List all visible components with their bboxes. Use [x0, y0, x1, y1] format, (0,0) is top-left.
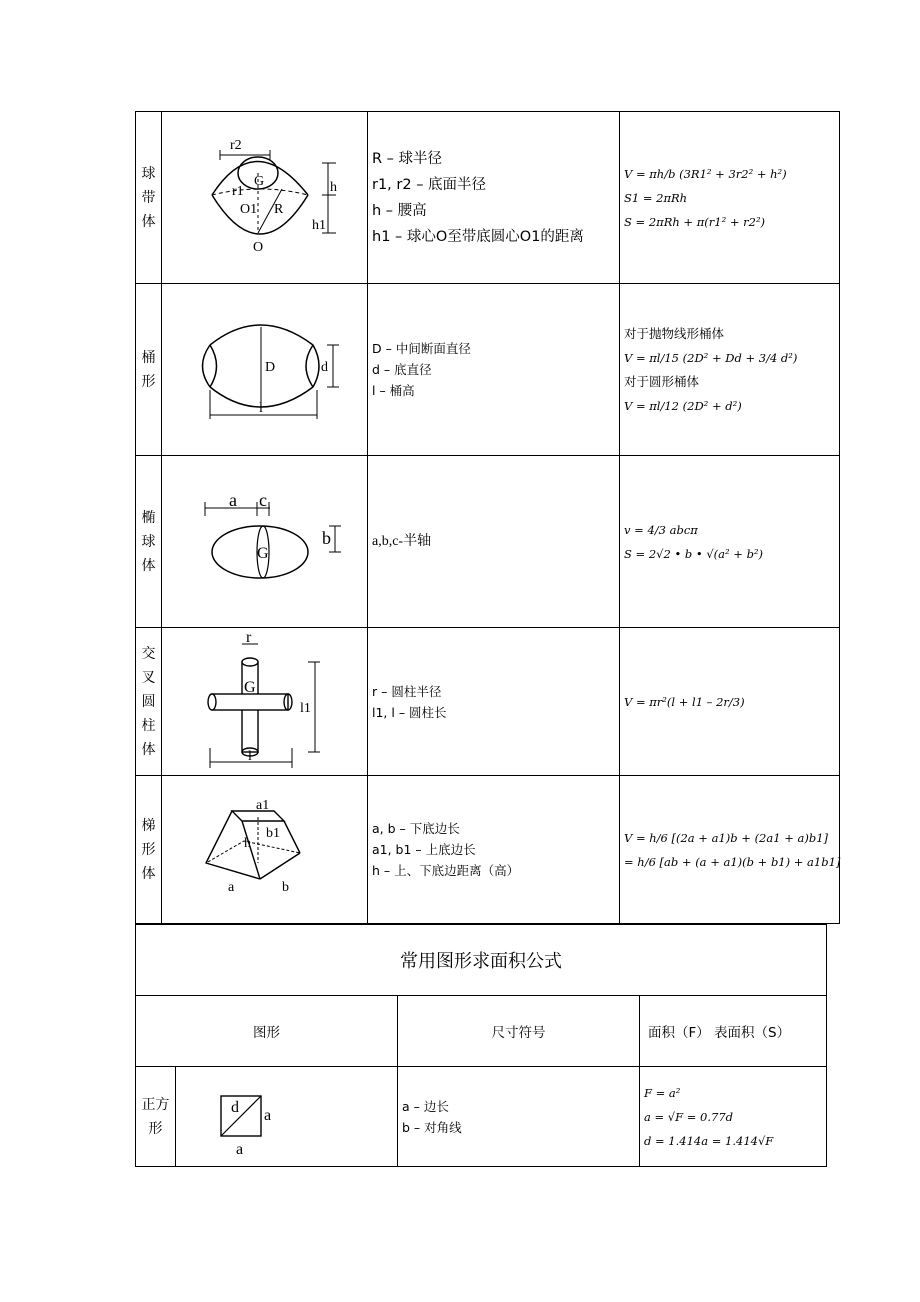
formula-line: S1 = 2πRh: [624, 190, 688, 205]
symbols-cell: [368, 284, 620, 456]
formula-line: V = h/6 [(2a + a1)b + (2a1 + a)b1]: [624, 830, 828, 845]
label-a-bottom: a: [236, 1140, 244, 1158]
table-row: [136, 456, 840, 628]
formula-line: 对于抛物线形桶体: [624, 325, 725, 341]
symbol-line: h – 腰高: [372, 202, 427, 219]
formula-line: S = 2πRh + π(r1² + r2²): [624, 214, 766, 229]
label-l: l: [258, 400, 263, 416]
formula-line: V = πl/12 (2D² + d²): [624, 398, 742, 413]
formula-line: 对于圆形桶体: [624, 373, 700, 389]
symbol-line: a – 边长: [402, 1098, 449, 1114]
symbol-line: D – 中间断面直径: [372, 341, 471, 356]
label-a-right: a: [264, 1106, 272, 1124]
label-r2: r2: [229, 137, 242, 153]
symbols-cell: [368, 776, 620, 924]
formula-line: v = 4/3 abcπ: [624, 522, 698, 537]
header-symbols: 尺寸符号: [398, 996, 640, 1067]
solid-volume-table: [135, 111, 840, 924]
shape-name: 椭球体: [136, 456, 162, 628]
label-d: d: [231, 1098, 239, 1116]
symbols-cell: [368, 456, 620, 628]
symbol-line: h – 上、下底边距离（高）: [372, 863, 520, 878]
symbols-cell: [398, 1067, 640, 1167]
label-h1: h1: [311, 217, 326, 233]
shape-name: 交叉圆柱体: [136, 628, 162, 776]
formula-line: a = √F = 0.77d: [644, 1109, 734, 1124]
symbol-line: l1, l – 圆柱长: [372, 704, 447, 720]
formula-cell: [620, 112, 840, 284]
symbol-line: a,b,c-半轴: [372, 534, 432, 549]
label-h: h: [243, 835, 251, 851]
label-b1: b1: [265, 825, 280, 841]
symbol-line: r1, r2 – 底面半径: [372, 176, 487, 193]
table-row: [136, 628, 840, 776]
label-o1: O1: [239, 201, 257, 217]
table-title-row: [136, 925, 827, 996]
label-b: b: [321, 527, 331, 548]
label-b: b: [281, 879, 289, 895]
figure-frustum: [162, 776, 368, 924]
symbol-line: h1 – 球心O至带底圆心O1的距离: [372, 228, 584, 245]
label-l1: l1: [299, 700, 311, 716]
table-row: [136, 1067, 827, 1167]
area-formula-table: [135, 924, 827, 1167]
label-D: D: [264, 359, 275, 375]
formula-cell: [620, 456, 840, 628]
label-h: h: [329, 179, 337, 195]
formula-line: V = πh/b (3R1² + 3r2² + h²): [624, 166, 787, 181]
figure-ellipsoid: [162, 456, 368, 628]
label-r1: r1: [231, 183, 244, 199]
label-o: O: [252, 239, 263, 255]
symbol-line: d – 底直径: [372, 362, 432, 377]
label-g: G: [253, 173, 264, 189]
label-a: a: [227, 879, 234, 895]
symbol-line: l – 桶高: [372, 383, 415, 398]
table-row: [136, 284, 840, 456]
symbol-line: a, b – 下底边长: [372, 821, 460, 836]
figure-spherical-zone: [162, 112, 368, 284]
label-c: c: [258, 491, 267, 510]
label-a1: a1: [255, 797, 269, 813]
shape-name: 桶形: [136, 284, 162, 456]
formula-line: = h/6 [ab + (a + a1)(b + b1) + a1b1]: [624, 854, 841, 869]
symbols-cell: [368, 628, 620, 776]
table-row: [136, 112, 840, 284]
formula-line: S = 2√2 • b • √(a² + b²): [624, 546, 764, 561]
label-l: l: [247, 748, 252, 764]
symbols-cell: [368, 112, 620, 284]
formula-cell: [620, 284, 840, 456]
symbol-line: b – 对角线: [402, 1119, 462, 1135]
table-header-row: [136, 996, 827, 1067]
shape-name: 梯形体: [136, 776, 162, 924]
symbol-line: r – 圆柱半径: [372, 683, 442, 699]
header-shape: 图形: [136, 996, 398, 1067]
label-a: a: [228, 491, 237, 510]
formula-line: d = 1.414a = 1.414√F: [644, 1133, 774, 1148]
figure-square: [176, 1067, 398, 1167]
shape-name: 正方形: [136, 1067, 176, 1167]
label-r: r: [245, 631, 251, 646]
symbol-line: a1, b1 – 上底边长: [372, 842, 476, 857]
shape-name: 球带体: [136, 112, 162, 284]
formula-cell: [620, 628, 840, 776]
label-g: G: [256, 544, 269, 562]
formula-line: V = πl/15 (2D² + Dd + 3/4 d²): [624, 350, 798, 365]
label-g: G: [243, 678, 256, 696]
figure-barrel: [162, 284, 368, 456]
formula-cell: [620, 776, 840, 924]
header-area: 面积（F） 表面积（S）: [640, 996, 827, 1067]
formula-cell: [640, 1067, 827, 1167]
formula-line: F = a²: [644, 1085, 681, 1100]
table-row: [136, 776, 840, 924]
formula-line: V = πr²(l + l1 – 2r/3): [624, 694, 745, 709]
label-R: R: [273, 201, 283, 217]
figure-cross-cylinders: [162, 628, 368, 776]
symbol-line: R – 球半径: [372, 150, 443, 167]
label-d: d: [320, 359, 328, 375]
table-title: 常用图形求面积公式: [136, 925, 827, 996]
